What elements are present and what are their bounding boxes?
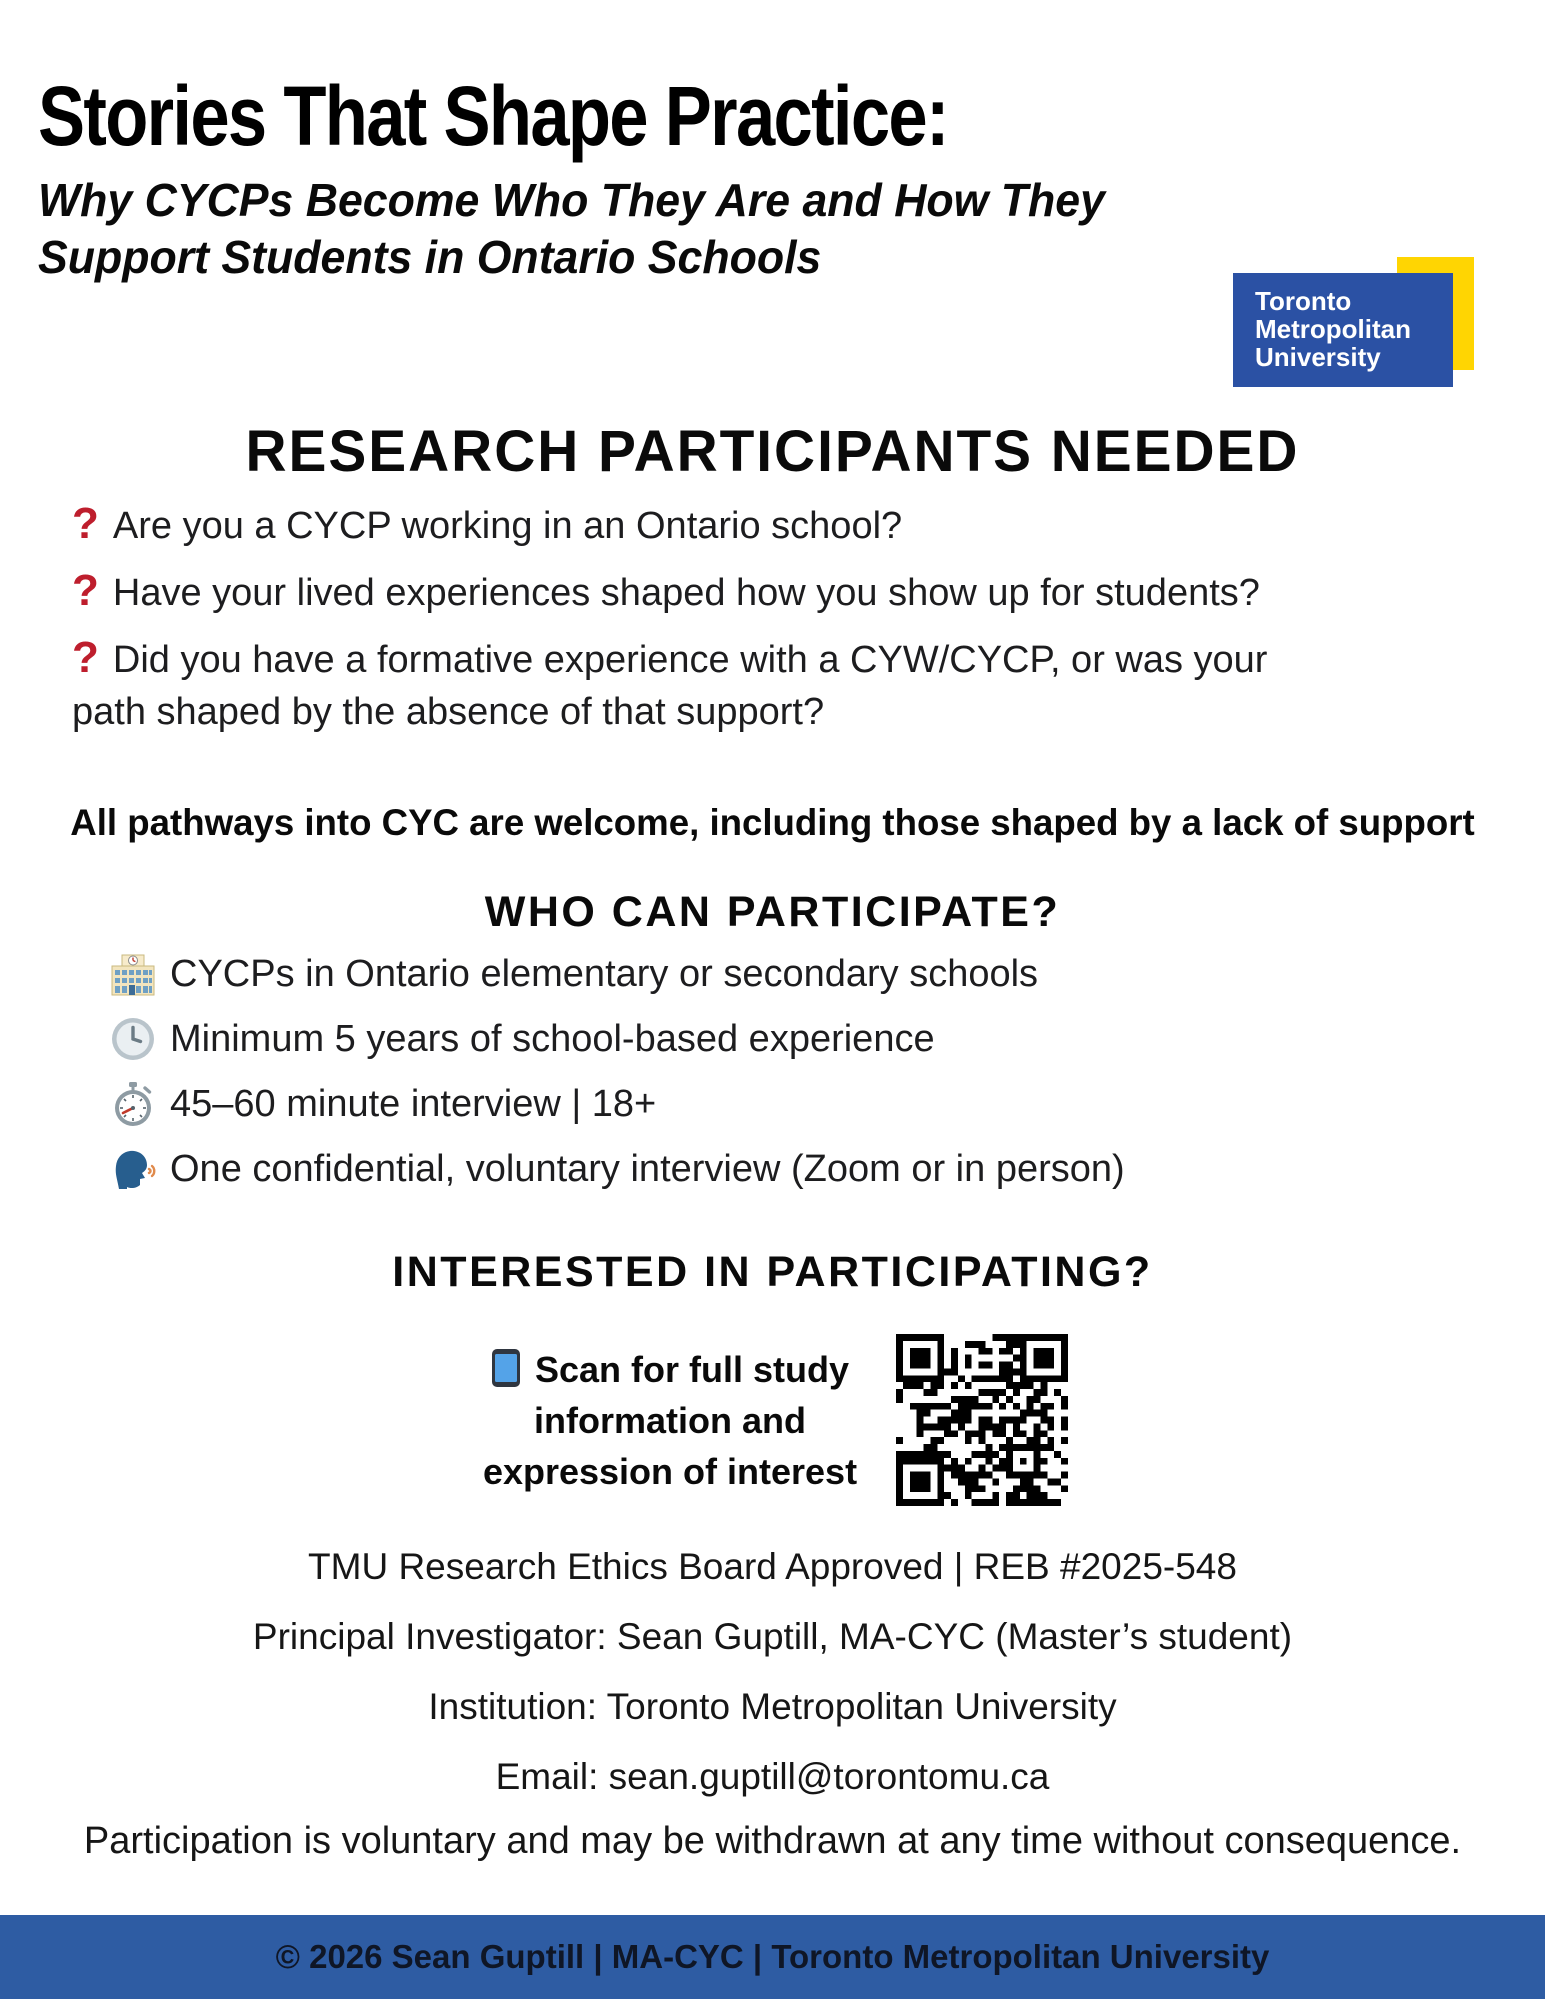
list-item-text: One confidential, voluntary interview (Zoom or in person) bbox=[170, 1147, 1125, 1190]
list-item bbox=[108, 1078, 1125, 1130]
clock-icon bbox=[108, 1014, 158, 1064]
participants-needed-heading: RESEARCH PARTICIPANTS NEEDED bbox=[245, 419, 1300, 484]
list-item-text: Minimum 5 years of school-based experience bbox=[170, 1017, 935, 1060]
scan-text-1: Scan for full study bbox=[534, 1349, 850, 1390]
page-subtitle bbox=[38, 172, 1105, 286]
principal-investigator-line: Principal Investigator: Sean Guptill, MA-CYC (Master’s student) bbox=[252, 1616, 1293, 1657]
institution-line: Institution: Toronto Metropolitan University bbox=[428, 1686, 1117, 1727]
tmu-logo-line-3: University bbox=[1255, 342, 1381, 372]
question-text: Did you have a formative experience with a CYW/CYCP, or was your bbox=[112, 639, 1268, 681]
tmu-logo-line-2: Metropolitan bbox=[1255, 314, 1411, 344]
question-item bbox=[72, 632, 1502, 738]
question-item bbox=[72, 565, 1502, 619]
welcome-note: All pathways into CYC are welcome, including those shaped by a lack of support bbox=[70, 802, 1475, 843]
tmu-logo-line-1: Toronto bbox=[1255, 286, 1352, 316]
eligibility-list bbox=[108, 948, 1125, 1208]
who-can-participate-heading: WHO CAN PARTICIPATE? bbox=[484, 888, 1061, 936]
interested-heading: INTERESTED IN PARTICIPATING? bbox=[392, 1248, 1153, 1296]
stopwatch-icon bbox=[108, 1079, 158, 1129]
question-mark-icon: ? bbox=[72, 633, 99, 682]
voluntary-participation-line: Participation is voluntary and may be withdrawn at any time without consequence. bbox=[83, 1820, 1462, 1862]
smartphone-icon bbox=[491, 1348, 521, 1388]
subtitle-line-2: Support Students in Ontario Schools bbox=[38, 231, 822, 283]
question-mark-icon: ? bbox=[72, 566, 99, 615]
scan-text-2: information and bbox=[534, 1400, 806, 1441]
list-item bbox=[108, 948, 1125, 1000]
page-title: Stories That Shape Practice: bbox=[38, 69, 948, 163]
list-item bbox=[108, 1013, 1125, 1065]
list-item-text: CYCPs in Ontario elementary or secondary schools bbox=[170, 952, 1039, 995]
list-item bbox=[108, 1143, 1125, 1195]
tmu-logo bbox=[1233, 257, 1478, 392]
question-mark-icon: ? bbox=[72, 499, 99, 548]
list-item-text: 45–60 minute interview | 18+ bbox=[170, 1082, 657, 1125]
screening-questions bbox=[72, 498, 1502, 751]
footer-bar bbox=[0, 1915, 1545, 1999]
ethics-approval-line: TMU Research Ethics Board Approved | REB #2025-548 bbox=[308, 1546, 1237, 1587]
scan-text-3: expression of interest bbox=[482, 1451, 858, 1492]
tmu-logo-blue-box bbox=[1233, 273, 1453, 387]
question-text-continued: path shaped by the absence of that support? bbox=[72, 691, 825, 733]
copyright-text: © 2026 Sean Guptill | MA-CYC | Toronto Metropolitan University bbox=[275, 1938, 1270, 1975]
email-line: Email: sean.guptill@torontomu.ca bbox=[495, 1756, 1050, 1797]
qr-code bbox=[896, 1328, 1068, 1512]
subtitle-line-1: Why CYCPs Become Who They Are and How They bbox=[38, 174, 1105, 226]
school-icon bbox=[108, 949, 158, 999]
question-item bbox=[72, 498, 1502, 552]
question-text: Are you a CYCP working in an Ontario school? bbox=[112, 505, 903, 547]
question-text: Have your lived experiences shaped how you show up for students? bbox=[112, 572, 1260, 614]
speaking-head-icon bbox=[108, 1144, 158, 1194]
